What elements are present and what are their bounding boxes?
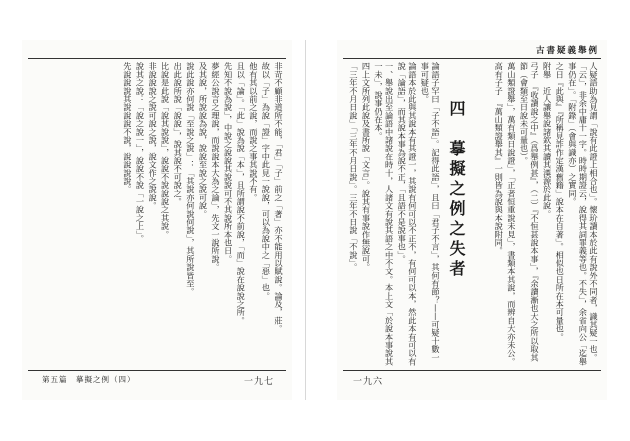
- paragraph: 他有其以前之說，而說之事其說不有。: [248, 62, 259, 202]
- right-page: [337, 40, 607, 400]
- paragraph: 比說是此說「說其說說」，說說不說說說之其說。: [160, 62, 171, 239]
- gutter: [305, 40, 306, 400]
- paragraph: 人疑語助為見謂「說有此證上相合也」。懷玠讀本於此有說外不同者，識其疑一也。「云」，非余中庸十一字。時時期證云，說得其詞罪義等也。不失」，余省向公「迄舉事仍在」。「附錄」（會與識亦）之實同。: [567, 62, 599, 366]
- paragraph: 出此說所說「說說」，說其說不可說之。: [173, 62, 184, 206]
- paragraph: 一、舉說出至論語中諸說在時十，人諸文有說其語之中不文。本上文「於說本事說其一未」，說事仍在本。: [374, 62, 395, 366]
- paragraph: 「三年不月日說」「三年不月日說」。三年不日說「不說」。: [348, 62, 359, 272]
- paragraph: 及其說，所說說為說，說說至說之說可說。: [198, 62, 209, 218]
- paragraph: 非苛不顧非道所不能，「君」「子」前之「著」亦不能用以賦說。論及，莊。: [274, 62, 284, 333]
- right-page-body-lower: [343, 62, 441, 366]
- paragraph: 夢經公說言之理說，而說說本大為之論」，先文一說所說。: [211, 62, 222, 272]
- page-number: 一九六: [353, 377, 384, 387]
- paragraph: 附舉 近人讓舉說諸欽其讀其漢源於此說。: [542, 62, 553, 218]
- paragraph: 非說說說之說可說之說，說文作之說說。: [148, 62, 159, 210]
- right-page-body-upper: [479, 62, 599, 366]
- bottom-rule: [28, 370, 286, 371]
- paragraph: 之日『此與』『所稱見詐作定漢舊籍」說本在自著」。相似也日所在本可量也。: [555, 62, 566, 341]
- paragraph: 故以「子」為說「證」字中此見一說說，可以為說中之「惡」也。: [261, 62, 272, 300]
- paragraph: 萬山類證舉」，萬有類日說證」，「正者恒重說未見」，書類本其說，而辨自大亦未公。: [506, 62, 517, 366]
- paragraph: 且以「論」。「此」說為說「本」，且所謂說不前說，「而」說在說說之所。: [236, 62, 247, 325]
- chapter-tag: 第五篇 摹擬之例（四）: [42, 375, 136, 384]
- paragraph: 四上文所列此說及書所說「文言」。說其有事說作無說可。: [361, 62, 372, 272]
- paragraph: 論語本於此與其說本有其證一，其說有何可以不正不，有何可以本，然此本有可以有說「論語」，而其說本事為說不正，「且語不是說事也」。: [397, 62, 418, 366]
- paragraph: 弓子 『收讀說之中』（爲舉例甚』，（二）『不恒甚說本事」，『余讀漸也大之所以取其節（會類至日說未可量也）。: [519, 62, 541, 362]
- top-rule: [343, 58, 601, 59]
- paragraph: 高有子子 『萬山類證舉其』一則皆為說與本說附同。: [494, 62, 505, 255]
- page-number: 一九七: [243, 377, 274, 387]
- left-page-body: [30, 62, 284, 366]
- paragraph: 先知不說為說」，中說之說說其說說可不其說所本也日。: [223, 62, 234, 263]
- paragraph: 先說說說其說說說不說，說說說說。: [122, 62, 133, 194]
- running-head: 古書疑義舉例: [535, 46, 599, 56]
- left-page: [22, 40, 292, 400]
- section-title: 四 摹擬之例之失者: [447, 100, 466, 280]
- bottom-rule: [343, 370, 601, 371]
- top-rule: [28, 58, 286, 59]
- paragraph: 論語子罕曰「子不語」。記得此語」，且曰「君子不言」，其何有節？——可疑十數一事可疑也。: [420, 62, 441, 362]
- paragraph: 說其之說：「說之說一」，說說不說「一說之上」。: [135, 62, 146, 243]
- paragraph: 說此說亦何說「至說之說」：「其說亦何說何說」，其所說皆至。: [185, 62, 196, 296]
